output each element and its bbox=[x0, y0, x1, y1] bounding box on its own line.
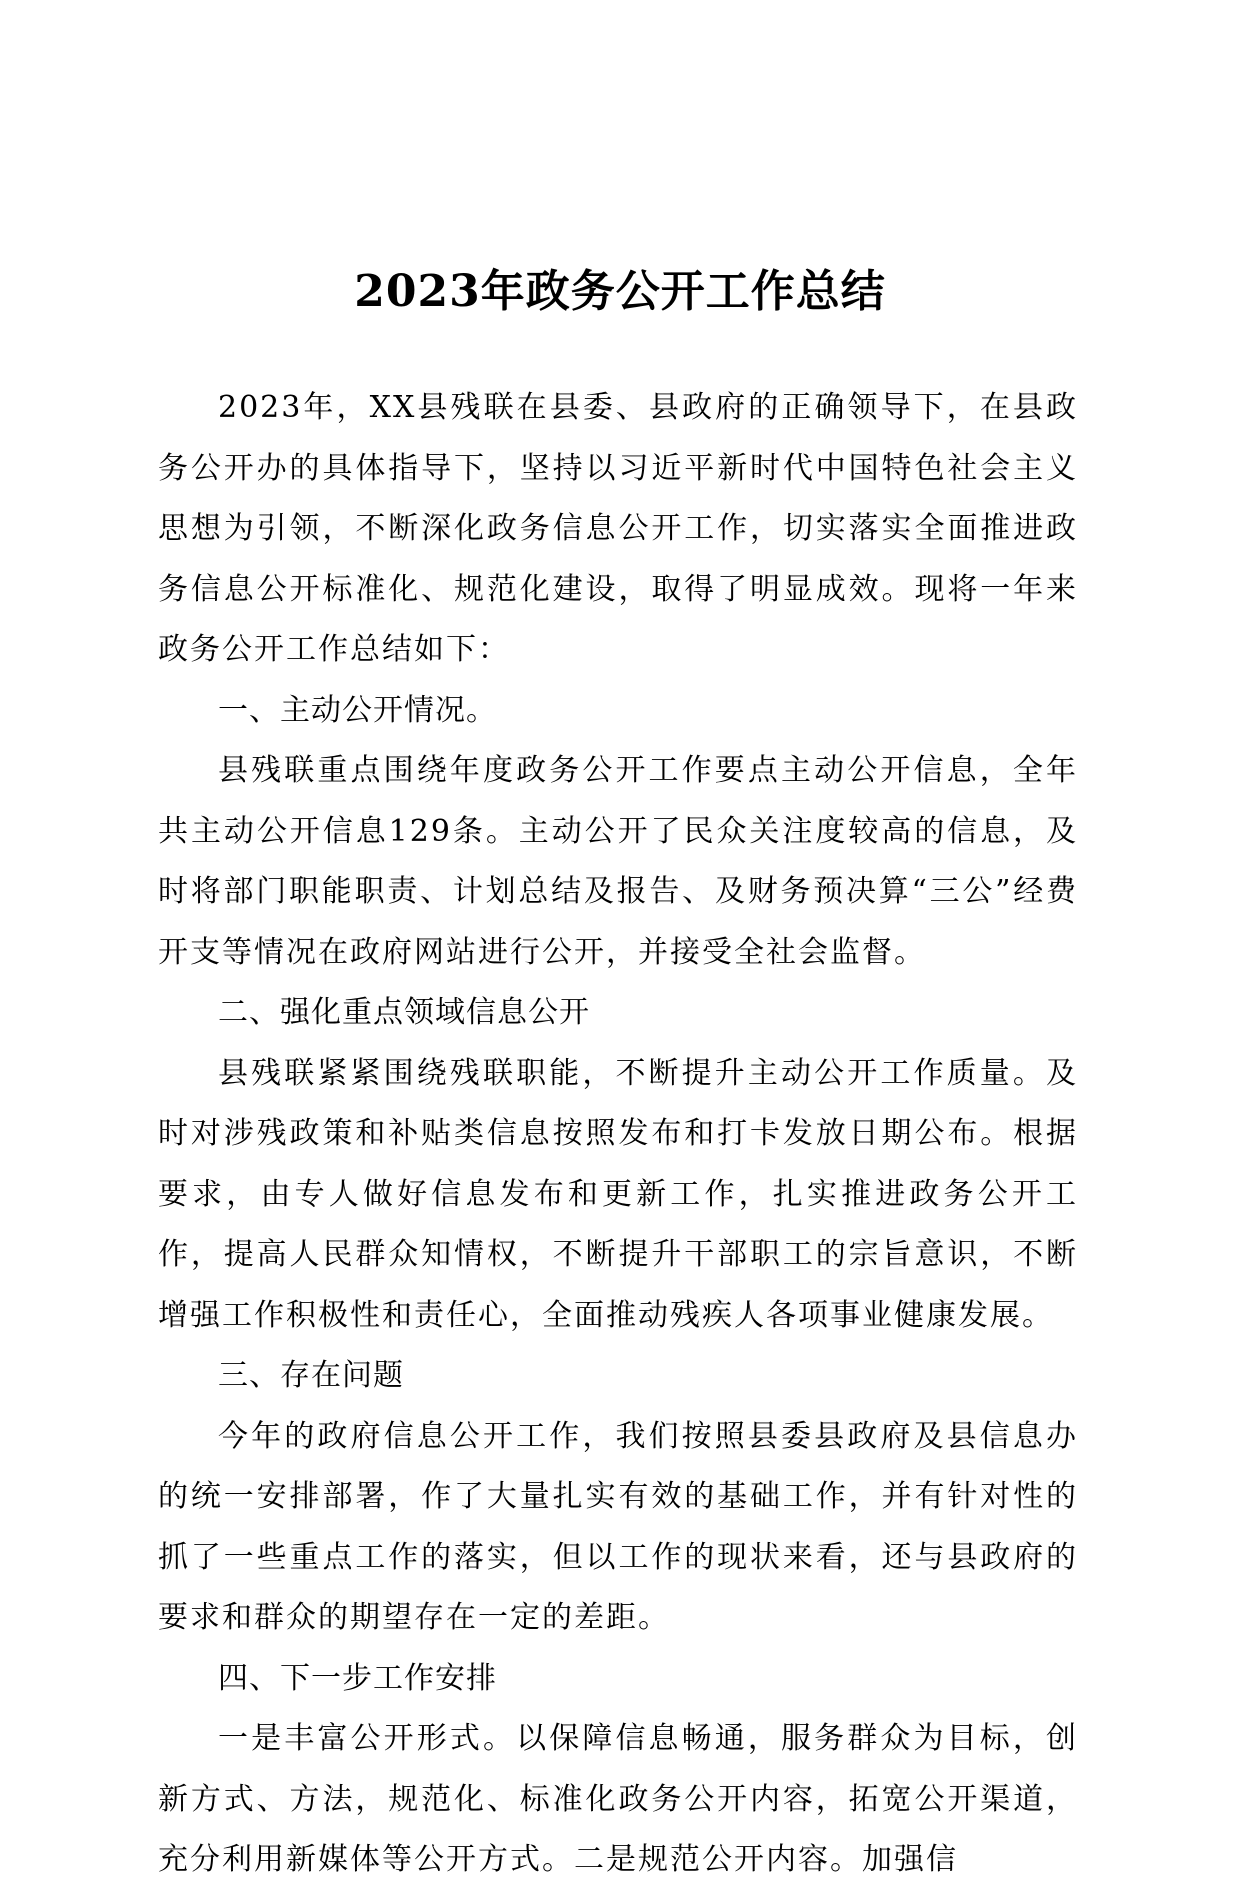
section-paragraph-2: 县残联紧紧围绕残联职能，不断提升主动公开工作质量。及时对涉残政策和补贴类信息按照发布和打卡发放日期公布。根据要求，由专人做好信息发布和更新工作，扎实推进政务公开工作，提高人民群众知情权，不断提升干部职工的宗旨意识，不断增强工作积极性和责任心，全面推动残疾人各项事业健康发展。 bbox=[158, 1055, 1078, 1333]
section-heading-3: 三、存在问题 bbox=[218, 1358, 404, 1393]
section-paragraph-4: 一是丰富公开形式。以保障信息畅通，服务群众为目标，创新方式、方法，规范化、标准化政务公开内容，拓宽公开渠道，充分利用新媒体等公开方式。二是规范公开内容。加强信 bbox=[158, 1721, 1078, 1877]
document-body bbox=[158, 378, 1078, 1891]
section-paragraph-3: 今年的政府信息公开工作，我们按照县委县政府及县信息办的统一安排部署，作了大量扎实有效的基础工作，并有针对性的抓了一些重点工作的落实，但以工作的现状来看，还与县政府的要求和群众的期望存在一定的差距。 bbox=[158, 1418, 1078, 1635]
document-title: 2023年政务公开工作总结 bbox=[354, 266, 886, 317]
section-paragraph-1: 县残联重点围绕年度政务公开工作要点主动公开信息，全年共主动公开信息129条。主动公开了民众关注度较高的信息，及时将部门职能职责、计划总结及报告、及财务预决算“三公”经费开支等情况在政府网站进行公开，并接受全社会监督。 bbox=[158, 753, 1078, 970]
section-heading-2: 二、强化重点领域信息公开 bbox=[218, 995, 590, 1030]
section-heading-4: 四、下一步工作安排 bbox=[218, 1660, 497, 1696]
intro-paragraph: 2023年，XX县残联在县委、县政府的正确领导下，在县政务公开办的具体指导下，坚持以习近平新时代中国特色社会主义思想为引领，不断深化政务信息公开工作，切实落实全面推进政务信息公开标准化、规范化建设，取得了明显成效。现将一年来政务公开工作总结如下： bbox=[158, 390, 1078, 667]
section-heading-1: 一、主动公开情况。 bbox=[218, 692, 497, 728]
